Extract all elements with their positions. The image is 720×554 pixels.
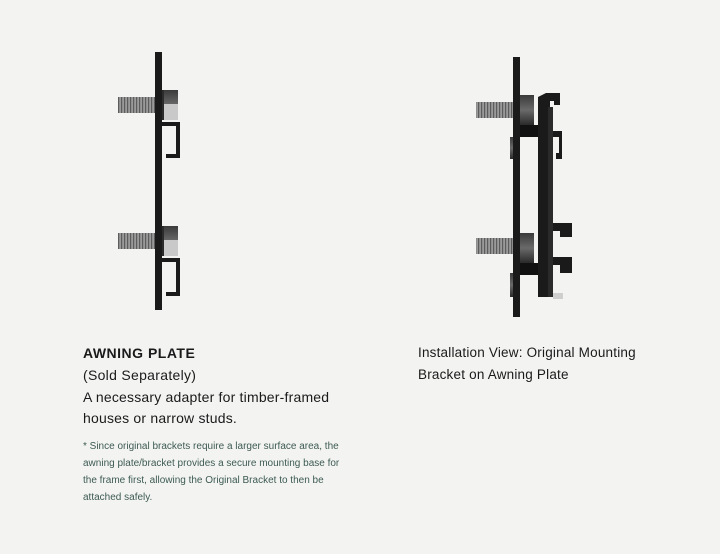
bolt-top xyxy=(118,90,178,120)
product-note: * Since original brackets require a larger surface area, the awning plate/bracket provides a secure mounting base for the frame first, allowing the Original Bracket to then be attached safely. xyxy=(83,441,340,503)
awning-plate-caption xyxy=(83,343,363,429)
channel-top xyxy=(162,122,180,158)
installation-view-caption: Installation View: Original Mounting Bracket on Awning Plate xyxy=(418,345,636,382)
plate-body xyxy=(155,52,162,310)
original-bracket-body xyxy=(538,107,548,297)
awning-plate-body xyxy=(513,57,520,317)
channel-bottom xyxy=(162,258,180,296)
product-description: A necessary adapter for timber-framed houses or narrow studs. xyxy=(83,389,330,426)
bracket-top-hook xyxy=(538,93,560,107)
installation-view-illustration xyxy=(460,45,590,325)
awning-plate-illustration xyxy=(100,40,210,320)
bolt-bottom xyxy=(118,226,178,256)
product-title: AWNING PLATE xyxy=(83,345,196,361)
product-subtitle: (Sold Separately) xyxy=(83,367,197,383)
